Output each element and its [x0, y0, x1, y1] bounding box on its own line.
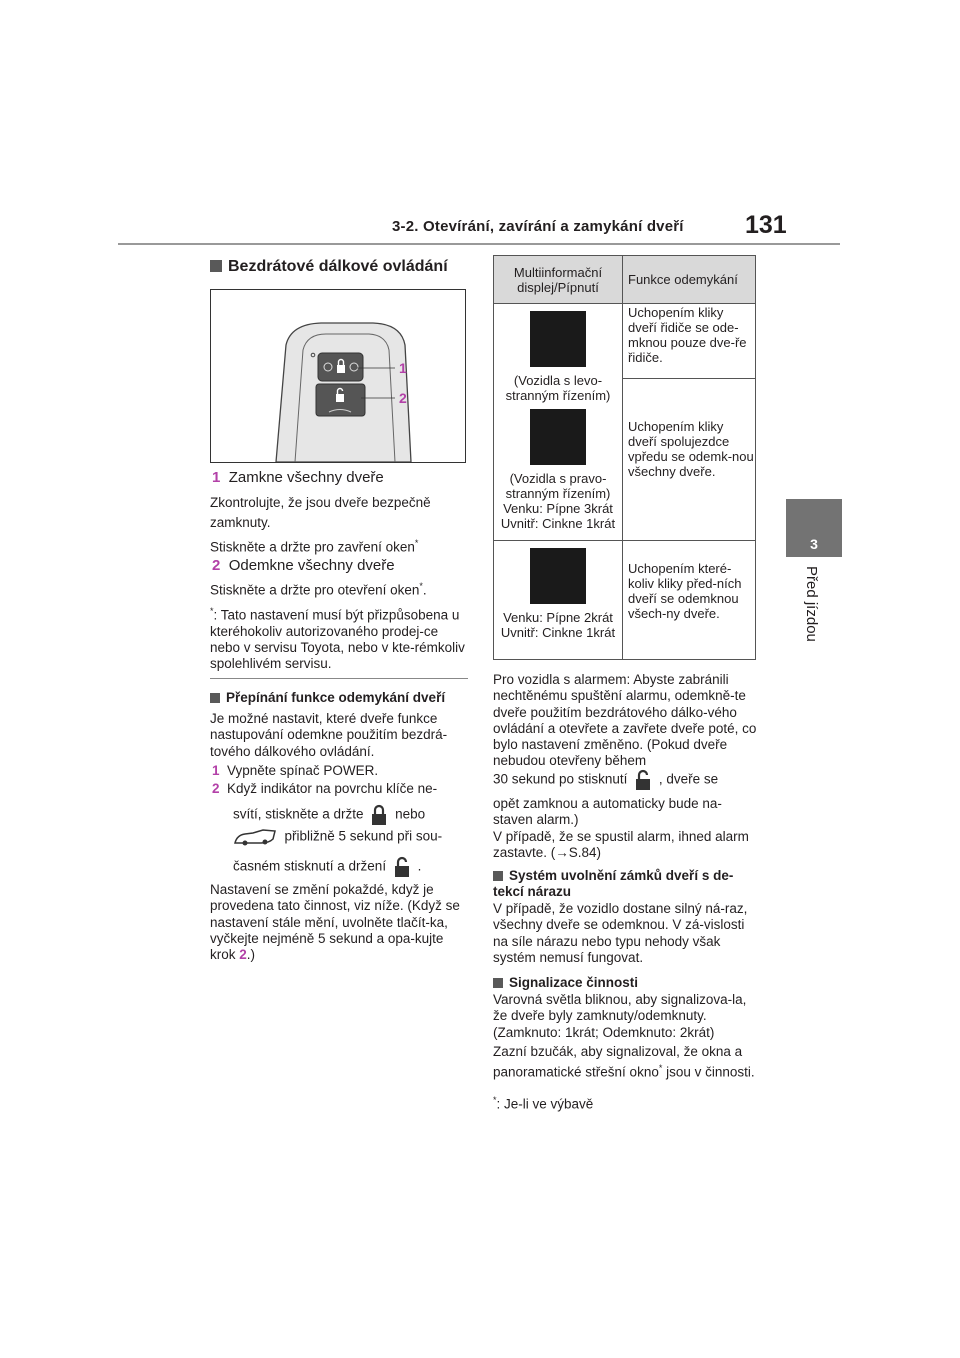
closing-text: Nastavení se změní pokaždé, když je provedena tato činnost, viz níže. (Když se nastavení stále mění, uvolněte tlačít-ka, vyčkejte nejméně 5 sekund a opa-kujte krok 2.) — [210, 882, 460, 963]
sub-step-2-line4: časném stisknutí a držení . — [233, 855, 421, 879]
signal-heading: Signalizace činnosti — [493, 975, 638, 990]
alarm-text: Pro vozidla s alarmem: Abyste zabránili nechtěnému spuštění alarmu, odemkně-te dveře použitím bezdrátového dálko-vého ovládání a otevřete a zavřete dveře poté, co bylo nastavení změněno. (Pokud dveře nebudou otevřeny během — [493, 672, 757, 769]
step-1-text: Zkontrolujte, že jsou dveře bezpečně zamknuty. — [210, 495, 431, 530]
alarm-text-3: opět zamknou a automaticky bude na-staven alarm.) — [493, 796, 722, 828]
footnote: *: Tato nastavení musí být přizpůsobena u kteréhokoliv autorizovaného prodej-ce nebo v servisu Toyota, nebo v kte-rémkoliv spolehlivém servisu. — [210, 606, 465, 672]
alarm-stop-text: V případě, že se spustil alarm, ihned alarm zastavte. (→S.84) — [493, 829, 749, 861]
header-rule — [118, 243, 840, 245]
bullet-square-icon — [210, 693, 220, 703]
section-divider — [210, 678, 468, 679]
signal-text: Varovná světla bliknou, aby signalizova-la, že dveře byly zamknuty/odemknuty. (Zamknuto: 1krát; Odemknuto: 2krát) — [493, 992, 747, 1040]
lock-icon — [367, 803, 391, 827]
subsection-intro: Je možné nastavit, které dveře funkce nastupování odemkne použitím bezdrá-tového dálkového ovládání. — [210, 711, 448, 759]
table-row-display: Venku: Pípne 2krát Uvnitř: Cinkne 1krát — [494, 541, 623, 660]
impact-heading: Systém uvolnění zámků dveří s de-tekcí nárazu — [493, 868, 734, 899]
table-row-display: (Vozidla s levo-stranným řízením) (Vozidla s pravo-stranným řízením) Venku: Pípne 3krát Uvnitř: Cinkne 1krát — [494, 304, 623, 541]
table-cell-function: Uchopením kliky dveří spolujezdce vpředu se odemk-nou všechny dveře. — [623, 379, 756, 541]
unlock-function-table — [493, 255, 756, 660]
chapter-label: Před jízdou — [803, 566, 820, 642]
step-1-title: 1 Zamkne všechny dveře — [212, 469, 384, 486]
sub-step-2-line1: 2 Když indikátor na povrchu klíče ne- — [212, 781, 438, 796]
impact-text: V případě, že vozidlo dostane silný ná-raz, všechny dveře se odemknou. V zá-vislosti na síle nárazu nebo typu nehody však systém nemusí fungovat. — [493, 901, 748, 965]
step-1-windows: Stiskněte a držte pro zavření oken* — [210, 538, 419, 555]
sub-step-2-line3: přibližně 5 sekund při sou- — [233, 827, 442, 847]
callout-1: 1 — [399, 360, 407, 376]
sub-step-1: 1 Vypněte spínač POWER. — [212, 763, 379, 778]
page-number: 131 — [745, 211, 787, 239]
vehicle-trunk-icon — [233, 827, 277, 847]
unlock-icon — [390, 855, 414, 879]
bullet-square-icon — [210, 260, 222, 272]
buzzer-text: Zazní bzučák, aby signalizoval, že okna a panoramatické střešní okno* jsou v činnosti. — [493, 1044, 755, 1080]
display-driver-door-icon — [530, 311, 586, 367]
display-all-doors-icon — [530, 548, 586, 604]
display-driver-door-rhd-icon — [530, 409, 586, 465]
table-header-display: Multiinformační displej/Pípnutí — [494, 256, 623, 304]
unlock-icon — [631, 768, 655, 792]
chapter-tab: 3 — [786, 499, 842, 557]
table-cell-function: Uchopením které-koliv kliky před-ních dveří se odemknou všech-ny dveře. — [623, 541, 756, 660]
sub-step-2-line2: svítí, stiskněte a držte nebo — [233, 803, 425, 827]
key-fob-illustration — [211, 290, 465, 462]
alarm-text-2: 30 sekund po stisknutí , dveře se — [493, 768, 758, 792]
section-title: 3-2. Otevírání, zavírání a zamykání dveří — [392, 218, 684, 235]
step-2-text: Stiskněte a držte pro otevření oken*. — [210, 581, 427, 598]
subsection-heading: Přepínání funkce odemykání dveří — [210, 690, 445, 705]
key-fob-figure — [210, 289, 466, 463]
section-heading: Bezdrátové dálkové ovládání — [210, 258, 448, 276]
step-2-title: 2 Odemkne všechny dveře — [212, 557, 395, 574]
bullet-square-icon — [493, 978, 503, 988]
table-cell-function: Uchopením kliky dveří řidiče se ode-mknou pouze dve-ře řidiče. — [623, 304, 756, 379]
callout-2: 2 — [399, 390, 407, 406]
table-header-function: Funkce odemykání — [623, 256, 756, 304]
bullet-square-icon — [493, 871, 503, 881]
right-footnote: *: Je-li ve výbavě — [493, 1095, 594, 1112]
